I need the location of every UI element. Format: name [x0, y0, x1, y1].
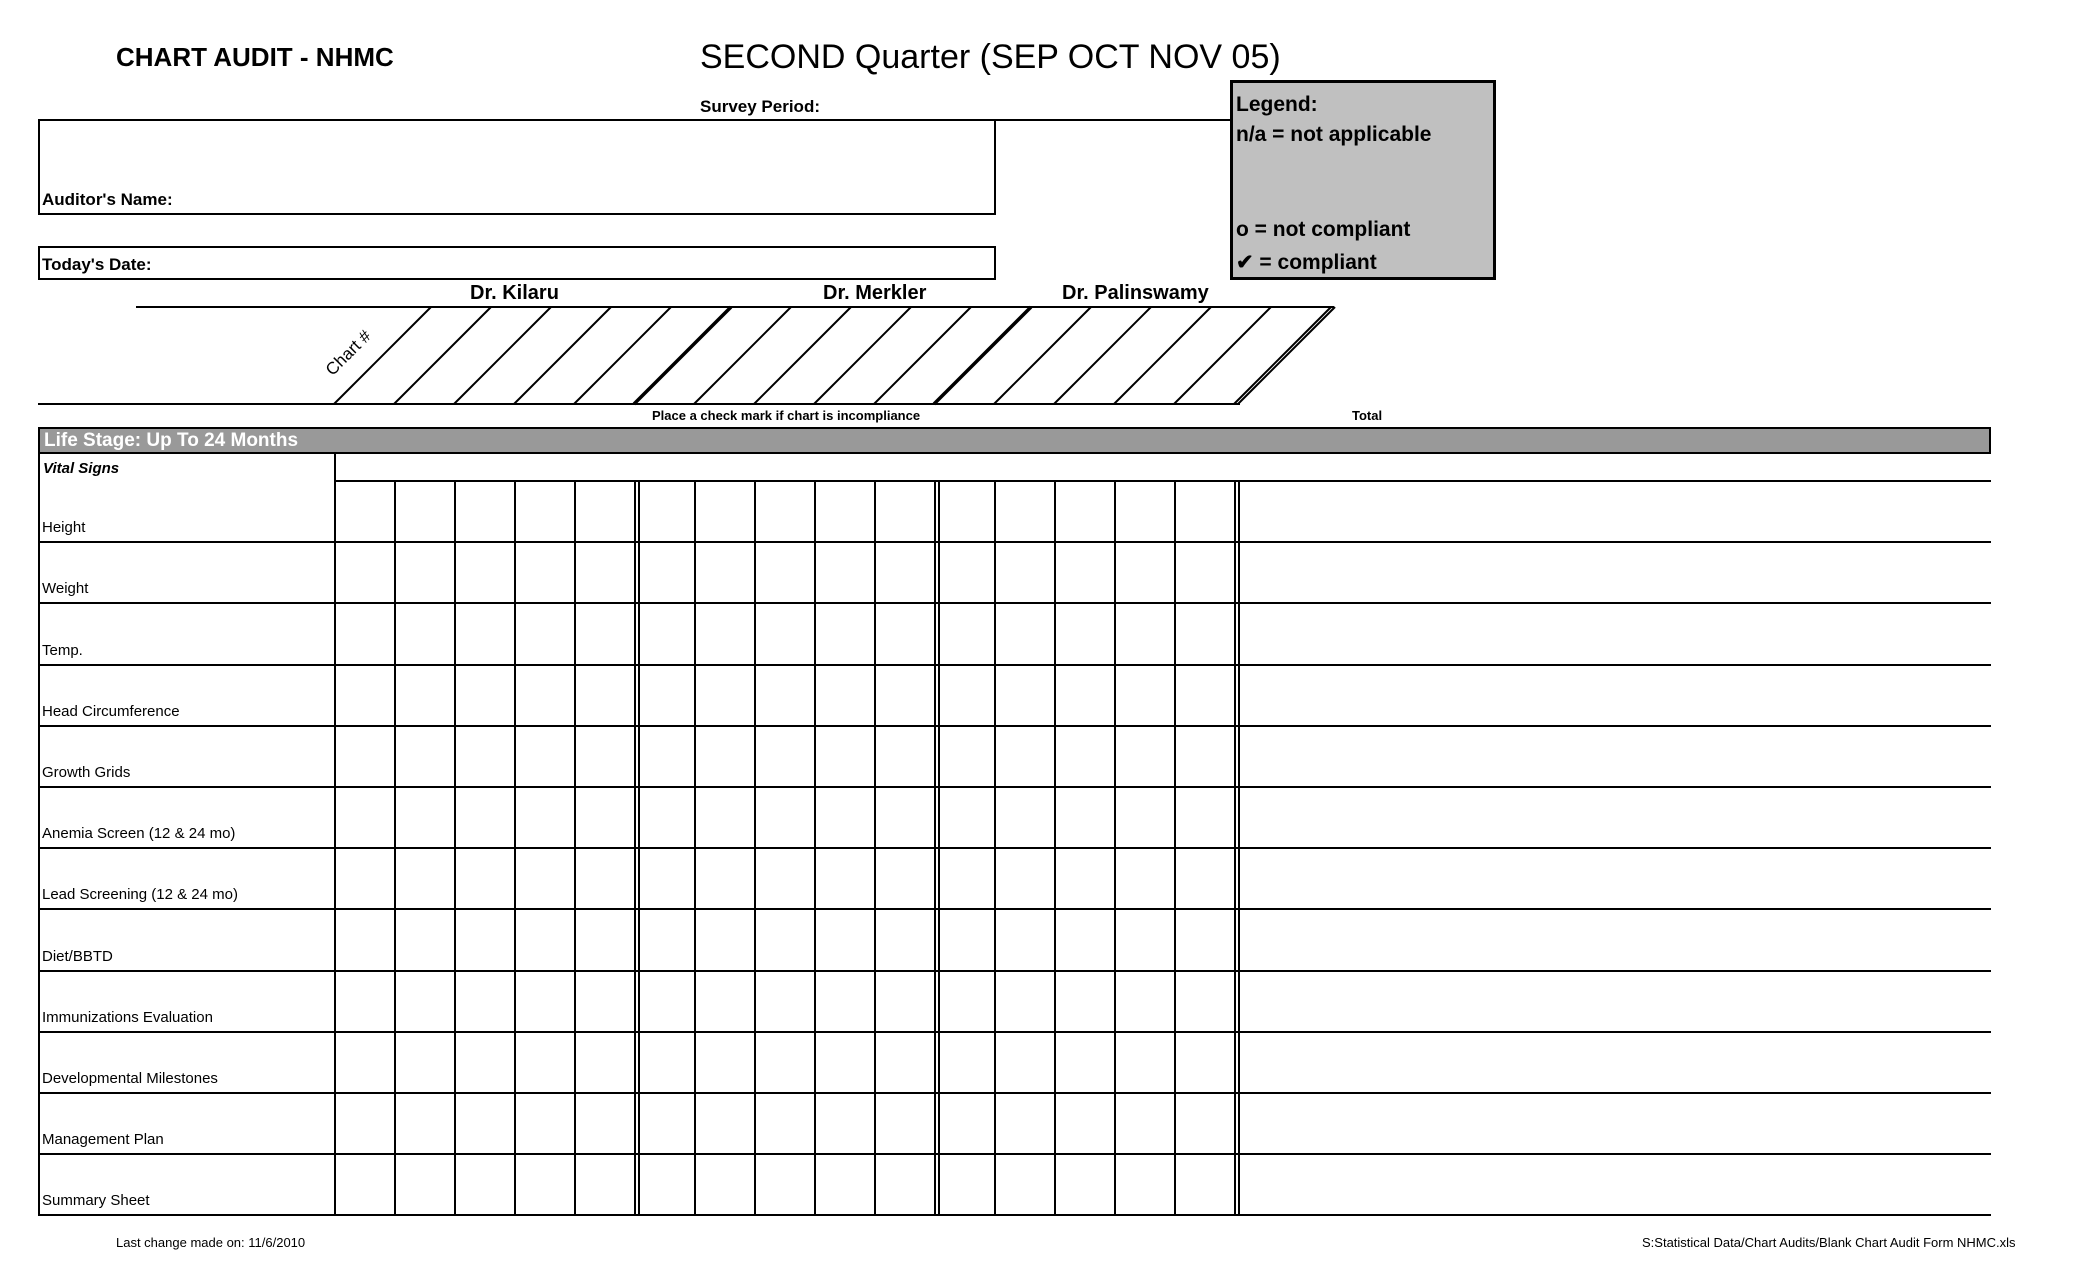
grid-col-divider: [994, 480, 996, 1214]
check-cell[interactable]: [814, 664, 874, 725]
header-diagonal: [754, 307, 851, 404]
grid-col-divider: [334, 480, 336, 1214]
check-cell[interactable]: [574, 847, 634, 908]
check-cell[interactable]: [334, 541, 394, 602]
check-cell[interactable]: [574, 664, 634, 725]
check-cell[interactable]: [1054, 725, 1114, 786]
check-cell[interactable]: [514, 847, 574, 908]
check-cell[interactable]: [634, 908, 694, 969]
check-cell[interactable]: [1114, 1031, 1174, 1092]
row-label: Management Plan: [42, 1131, 164, 1149]
check-cell[interactable]: [694, 1153, 754, 1214]
check-cell[interactable]: [754, 725, 814, 786]
check-cell[interactable]: [814, 541, 874, 602]
check-cell[interactable]: [1054, 664, 1114, 725]
check-cell[interactable]: [994, 970, 1054, 1031]
check-cell[interactable]: [634, 725, 694, 786]
check-cell[interactable]: [694, 480, 754, 541]
check-cell[interactable]: [694, 664, 754, 725]
check-cell[interactable]: [1174, 664, 1234, 725]
check-cell[interactable]: [754, 602, 814, 663]
doctor-merkler-heading: Dr. Merkler: [823, 282, 927, 304]
header-diagonal: [574, 307, 671, 404]
check-cell[interactable]: [394, 1092, 454, 1153]
section-header: [38, 427, 1991, 454]
check-cell[interactable]: [814, 602, 874, 663]
check-cell[interactable]: [1054, 847, 1114, 908]
check-cell[interactable]: [334, 1031, 394, 1092]
row-label: Weight: [42, 580, 89, 598]
check-cell[interactable]: [334, 970, 394, 1031]
check-cell[interactable]: [1054, 1031, 1114, 1092]
grid-col-divider: [874, 480, 876, 1214]
check-cell[interactable]: [394, 1031, 454, 1092]
check-cell[interactable]: [634, 1153, 694, 1214]
check-cell[interactable]: [454, 602, 514, 663]
check-cell[interactable]: [1174, 847, 1234, 908]
check-cell[interactable]: [334, 908, 394, 969]
total-cell[interactable]: [1238, 1031, 1991, 1092]
check-cell[interactable]: [694, 602, 754, 663]
check-cell[interactable]: [574, 1153, 634, 1214]
legend-title: Legend:: [1236, 93, 1318, 116]
check-cell[interactable]: [754, 480, 814, 541]
check-cell[interactable]: [994, 1031, 1054, 1092]
chart-number-label: Chart #: [321, 326, 375, 380]
row-label: Diet/BBTD: [42, 947, 113, 965]
check-cell[interactable]: [1054, 970, 1114, 1031]
check-cell[interactable]: [874, 1092, 934, 1153]
check-cell[interactable]: [1174, 970, 1234, 1031]
check-cell[interactable]: [994, 664, 1054, 725]
check-cell[interactable]: [934, 908, 994, 969]
grid-col-divider: [638, 480, 640, 1214]
check-cell[interactable]: [994, 1153, 1054, 1214]
row-label: Head Circumference: [42, 702, 180, 720]
check-cell[interactable]: [694, 725, 754, 786]
check-cell[interactable]: [934, 847, 994, 908]
total-cell[interactable]: [1238, 480, 1991, 541]
doctor-palinswamy-heading: Dr. Palinswamy: [1062, 282, 1209, 304]
check-cell[interactable]: [454, 786, 514, 847]
check-cell[interactable]: [334, 602, 394, 663]
check-cell[interactable]: [874, 725, 934, 786]
form-title: CHART AUDIT - NHMC: [116, 42, 394, 72]
total-cell[interactable]: [1238, 725, 1991, 786]
check-cell[interactable]: [634, 664, 694, 725]
check-cell[interactable]: [694, 786, 754, 847]
grid-col-divider: [574, 480, 576, 1214]
check-cell[interactable]: [754, 541, 814, 602]
total-cell[interactable]: [1238, 970, 1991, 1031]
check-cell[interactable]: [934, 725, 994, 786]
check-cell[interactable]: [934, 664, 994, 725]
check-cell[interactable]: [514, 908, 574, 969]
check-cell[interactable]: [934, 1092, 994, 1153]
total-cell[interactable]: [1238, 602, 1991, 663]
check-cell[interactable]: [1114, 480, 1174, 541]
check-cell[interactable]: [814, 970, 874, 1031]
grid-col-divider: [814, 480, 816, 1214]
check-cell[interactable]: [394, 970, 454, 1031]
check-cell[interactable]: [994, 725, 1054, 786]
check-cell[interactable]: [454, 480, 514, 541]
check-cell[interactable]: [1114, 970, 1174, 1031]
grid-col-divider: [1054, 480, 1056, 1214]
check-cell[interactable]: [814, 786, 874, 847]
total-cell[interactable]: [1238, 1092, 1991, 1153]
check-cell[interactable]: [394, 480, 454, 541]
check-cell[interactable]: [454, 1153, 514, 1214]
check-cell[interactable]: [454, 664, 514, 725]
check-cell[interactable]: [754, 847, 814, 908]
check-cell[interactable]: [754, 664, 814, 725]
check-cell[interactable]: [1174, 1031, 1234, 1092]
check-cell[interactable]: [634, 847, 694, 908]
check-cell[interactable]: [1174, 480, 1234, 541]
footer-file-path: S:Statistical Data/Chart Audits/Blank Chart Audit Form NHMC.xls: [1642, 1235, 2016, 1250]
check-cell[interactable]: [754, 1031, 814, 1092]
check-cell[interactable]: [1054, 602, 1114, 663]
check-cell[interactable]: [874, 541, 934, 602]
check-cell[interactable]: [1114, 664, 1174, 725]
check-cell[interactable]: [934, 786, 994, 847]
check-cell[interactable]: [814, 1031, 874, 1092]
header-diagonal: [1174, 307, 1271, 404]
check-cell[interactable]: [394, 1153, 454, 1214]
check-cell[interactable]: [934, 541, 994, 602]
check-cell[interactable]: [454, 970, 514, 1031]
check-cell[interactable]: [1114, 908, 1174, 969]
row-label: Summary Sheet: [42, 1192, 150, 1210]
check-cell[interactable]: [814, 725, 874, 786]
check-cell[interactable]: [934, 480, 994, 541]
check-cell[interactable]: [514, 970, 574, 1031]
total-cell[interactable]: [1238, 664, 1991, 725]
check-cell[interactable]: [574, 541, 634, 602]
check-cell[interactable]: [994, 908, 1054, 969]
check-cell[interactable]: [1174, 1153, 1234, 1214]
check-cell[interactable]: [1174, 786, 1234, 847]
legend-compliant: ✔ = compliant: [1236, 251, 1377, 274]
check-cell[interactable]: [514, 602, 574, 663]
check-cell[interactable]: [874, 1031, 934, 1092]
row-label: Growth Grids: [42, 764, 131, 781]
check-cell[interactable]: [694, 847, 754, 908]
header-diagonal: [394, 307, 491, 404]
doctor-kilaru-heading: Dr. Kilaru: [470, 282, 559, 304]
check-cell[interactable]: [934, 602, 994, 663]
check-cell[interactable]: [874, 786, 934, 847]
row-label: Height: [42, 519, 86, 537]
check-cell[interactable]: [574, 970, 634, 1031]
check-cell[interactable]: [514, 1092, 574, 1153]
check-cell[interactable]: [694, 541, 754, 602]
check-cell[interactable]: [574, 602, 634, 663]
grid-col-divider: [1234, 480, 1236, 1214]
grid-col-divider: [1174, 480, 1176, 1214]
check-cell[interactable]: [1114, 847, 1174, 908]
check-cell[interactable]: [874, 664, 934, 725]
check-cell[interactable]: [454, 908, 514, 969]
check-cell[interactable]: [334, 1153, 394, 1214]
todays-date-label: Today's Date:: [42, 255, 152, 274]
check-cell[interactable]: [574, 1092, 634, 1153]
header-diagonal: [514, 307, 611, 404]
header-diagonal: [694, 307, 791, 404]
subsection-title: Vital Signs: [43, 460, 120, 477]
header-diagonal: [1234, 307, 1331, 404]
check-cell[interactable]: [1054, 1092, 1114, 1153]
header-diagonal: [994, 307, 1091, 404]
check-cell[interactable]: [694, 908, 754, 969]
check-cell[interactable]: [814, 1092, 874, 1153]
grid-col-divider: [38, 454, 40, 1214]
total-cell[interactable]: [1238, 847, 1991, 908]
check-cell[interactable]: [394, 786, 454, 847]
check-cell[interactable]: [754, 970, 814, 1031]
check-cell[interactable]: [1054, 480, 1114, 541]
check-cell[interactable]: [874, 970, 934, 1031]
header-diagonal: [1054, 307, 1151, 404]
grid-col-divider: [938, 480, 940, 1214]
legend-not-compliant: o = not compliant: [1236, 218, 1411, 241]
check-cell[interactable]: [634, 480, 694, 541]
check-cell[interactable]: [514, 725, 574, 786]
grid-col-divider: [514, 480, 516, 1214]
header-diagonal: [1114, 307, 1211, 404]
row-label: Temp.: [42, 641, 83, 659]
check-cell[interactable]: [814, 1153, 874, 1214]
legend-na: n/a = not applicable: [1236, 123, 1432, 146]
check-cell[interactable]: [514, 664, 574, 725]
row-label: Lead Screening (12 & 24 mo): [42, 886, 238, 904]
grid-col-divider: [694, 480, 696, 1214]
check-cell[interactable]: [754, 908, 814, 969]
check-cell[interactable]: [994, 602, 1054, 663]
table-row: [38, 1214, 1991, 1216]
check-cell[interactable]: [1054, 1153, 1114, 1214]
check-cell[interactable]: [694, 1092, 754, 1153]
check-cell[interactable]: [334, 1092, 394, 1153]
check-cell[interactable]: [874, 602, 934, 663]
check-cell[interactable]: [874, 847, 934, 908]
check-cell[interactable]: [1174, 908, 1234, 969]
quarter-title: SECOND Quarter (SEP OCT NOV 05): [700, 38, 1281, 76]
total-cell[interactable]: [1238, 1153, 1991, 1214]
check-cell[interactable]: [994, 847, 1054, 908]
check-cell[interactable]: [994, 480, 1054, 541]
check-cell[interactable]: [1114, 541, 1174, 602]
check-cell[interactable]: [934, 1153, 994, 1214]
header-diagonal: [454, 307, 551, 404]
check-cell[interactable]: [334, 847, 394, 908]
check-cell[interactable]: [394, 908, 454, 969]
check-cell[interactable]: [394, 541, 454, 602]
check-cell[interactable]: [394, 664, 454, 725]
footer-last-change: Last change made on: 11/6/2010: [116, 1235, 306, 1250]
row-label: Developmental Milestones: [42, 1070, 218, 1087]
check-cell[interactable]: [634, 602, 694, 663]
total-label: Total: [1352, 408, 1383, 423]
check-cell[interactable]: [514, 1153, 574, 1214]
check-cell[interactable]: [814, 908, 874, 969]
check-cell[interactable]: [874, 908, 934, 969]
check-cell[interactable]: [514, 480, 574, 541]
check-cell[interactable]: [1174, 602, 1234, 663]
header-diagonal: [1238, 307, 1335, 404]
check-cell[interactable]: [634, 1092, 694, 1153]
check-cell[interactable]: [454, 1031, 514, 1092]
total-cell[interactable]: [1238, 541, 1991, 602]
check-cell[interactable]: [394, 847, 454, 908]
check-cell[interactable]: [1114, 725, 1174, 786]
total-cell[interactable]: [1238, 908, 1991, 969]
check-cell[interactable]: [1174, 1092, 1234, 1153]
grid-col-divider: [754, 480, 756, 1214]
check-cell[interactable]: [454, 1092, 514, 1153]
check-cell[interactable]: [574, 480, 634, 541]
check-cell[interactable]: [634, 1031, 694, 1092]
grid-col-divider: [1238, 480, 1240, 1214]
total-cell[interactable]: [1238, 786, 1991, 847]
instruction-text: Place a check mark if chart is incompliance: [652, 408, 921, 423]
check-cell[interactable]: [1054, 786, 1114, 847]
header-diagonal: [874, 307, 971, 404]
check-cell[interactable]: [874, 480, 934, 541]
check-cell[interactable]: [394, 725, 454, 786]
check-cell[interactable]: [514, 541, 574, 602]
row-label: Immunizations Evaluation: [42, 1008, 213, 1026]
check-cell[interactable]: [1174, 541, 1234, 602]
check-cell[interactable]: [454, 725, 514, 786]
check-cell[interactable]: [934, 970, 994, 1031]
section-title: Life Stage: Up To 24 Months: [44, 430, 299, 451]
grid-col-divider: [394, 480, 396, 1214]
check-cell[interactable]: [334, 725, 394, 786]
check-cell[interactable]: [994, 1092, 1054, 1153]
check-cell[interactable]: [1114, 1153, 1174, 1214]
check-cell[interactable]: [1114, 1092, 1174, 1153]
check-cell[interactable]: [1054, 908, 1114, 969]
check-cell[interactable]: [1114, 786, 1174, 847]
grid-col-divider: [1114, 480, 1116, 1214]
check-cell[interactable]: [574, 1031, 634, 1092]
grid-col-divider: [454, 480, 456, 1214]
grid-col-divider: [634, 480, 636, 1214]
check-cell[interactable]: [514, 1031, 574, 1092]
check-cell[interactable]: [754, 1153, 814, 1214]
check-cell[interactable]: [514, 786, 574, 847]
check-cell[interactable]: [334, 664, 394, 725]
row-label: Anemia Screen (12 & 24 mo): [42, 825, 236, 843]
check-cell[interactable]: [394, 602, 454, 663]
check-cell[interactable]: [574, 908, 634, 969]
check-cell[interactable]: [754, 1092, 814, 1153]
header-diagonals: [0, 0, 2100, 420]
header-diagonal: [934, 307, 1031, 404]
check-cell[interactable]: [814, 847, 874, 908]
survey-period-label: Survey Period:: [700, 97, 820, 116]
check-cell[interactable]: [694, 970, 754, 1031]
check-cell[interactable]: [634, 786, 694, 847]
check-cell[interactable]: [1114, 602, 1174, 663]
check-cell[interactable]: [874, 1153, 934, 1214]
check-cell[interactable]: [994, 541, 1054, 602]
header-diagonal: [814, 307, 911, 404]
check-cell[interactable]: [454, 847, 514, 908]
header-diagonal: [634, 307, 731, 404]
check-cell[interactable]: [574, 725, 634, 786]
check-cell[interactable]: [334, 786, 394, 847]
check-cell[interactable]: [1174, 725, 1234, 786]
check-cell[interactable]: [634, 541, 694, 602]
check-cell[interactable]: [934, 1031, 994, 1092]
check-cell[interactable]: [814, 480, 874, 541]
check-cell[interactable]: [454, 541, 514, 602]
check-cell[interactable]: [754, 786, 814, 847]
check-cell[interactable]: [694, 1031, 754, 1092]
grid-col-divider: [934, 480, 936, 1214]
check-cell[interactable]: [574, 786, 634, 847]
auditor-name-label: Auditor's Name:: [42, 190, 173, 209]
check-cell[interactable]: [994, 786, 1054, 847]
check-cell[interactable]: [1054, 541, 1114, 602]
check-cell[interactable]: [634, 970, 694, 1031]
check-cell[interactable]: [334, 480, 394, 541]
grid-col-divider: [334, 454, 336, 480]
